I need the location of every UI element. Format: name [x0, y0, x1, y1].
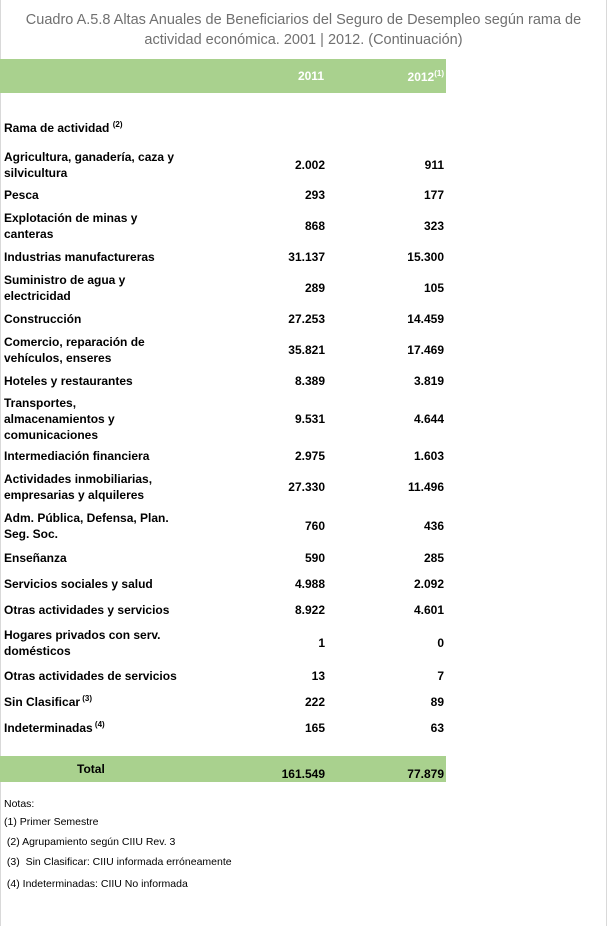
value-2012: 7 — [437, 669, 444, 683]
row-label — [4, 448, 189, 464]
value-2012: 1.603 — [413, 449, 444, 463]
value-2011: 2.002 — [294, 158, 325, 172]
row-label — [4, 311, 189, 327]
row-label-line: Intermediación financiera — [4, 449, 150, 463]
row-label-line: Industrias manufactureras — [4, 250, 155, 264]
row-label-line: Servicios sociales y salud — [4, 577, 153, 591]
row-label-line: Sin Clasificar $^{(3)}$ — [4, 694, 93, 709]
value-2012: 63 — [430, 721, 444, 735]
row-label — [4, 627, 189, 659]
header-2012 — [408, 69, 444, 84]
value-2011: 1 — [318, 636, 325, 650]
value-2011: 222 — [304, 695, 325, 709]
row-label-line: Comercio, reparación de — [4, 335, 145, 349]
row-label — [4, 149, 189, 181]
value-2012: 89 — [430, 695, 444, 709]
value-2012: 177 — [423, 188, 444, 202]
value-2012: 911 — [424, 158, 444, 172]
row-label — [4, 668, 189, 684]
row-label — [4, 187, 189, 203]
value-2012: 17.469 — [407, 343, 444, 357]
total-2011: 161.549 — [281, 767, 325, 781]
title-line-2: actividad económica. 2001 | 2012. (Continuación) — [144, 32, 463, 48]
value-2012: 0 — [437, 636, 444, 650]
row-label — [4, 373, 189, 389]
row-label-line: Indeterminadas $^{(4)}$ — [4, 720, 105, 735]
value-2011: 13 — [311, 669, 325, 683]
row-label-line: Suministro de agua y — [4, 273, 126, 287]
note-item: (4) Indeterminadas: CIIU No informada — [4, 878, 188, 890]
value-2011: 27.253 — [288, 312, 325, 326]
note-item: (1) Primer Semestre — [4, 816, 99, 828]
row-label-line: Pesca — [4, 188, 39, 202]
total-label: Total — [77, 762, 105, 776]
row-label — [4, 471, 189, 503]
row-label-line: almacenamientos y — [4, 412, 115, 426]
value-2012: 105 — [423, 281, 444, 295]
row-label-line: Explotación de minas y — [4, 211, 138, 225]
value-2011: 2.975 — [294, 449, 325, 463]
row-label-line: Seg. Soc. — [4, 527, 59, 541]
value-2011: 31.137 — [288, 250, 325, 264]
value-2012: 323 — [423, 219, 444, 233]
notes-heading: Notas: — [4, 798, 35, 810]
row-label — [4, 694, 189, 710]
value-2012: 15.300 — [407, 250, 444, 264]
value-2012: 11.496 — [407, 480, 444, 494]
row-label-line: Actividades inmobiliarias, — [4, 472, 153, 486]
note-item: (2) Agrupamiento según CIIU Rev. 3 — [4, 836, 176, 848]
row-label-line: Agricultura, ganadería, caza y — [4, 150, 175, 164]
header-2011: 2011 — [297, 69, 324, 83]
header-2012-label: 2012 — [407, 70, 435, 84]
row-label — [4, 602, 189, 618]
section-label-text: Rama de actividad — [4, 121, 110, 135]
value-2011: 35.821 — [288, 343, 325, 357]
row-label-line: Otras actividades y servicios — [4, 603, 170, 617]
row-label — [4, 334, 189, 366]
row-label — [4, 550, 189, 566]
row-label-line: empresarias y alquileres — [4, 488, 145, 502]
row-label-line: Hoteles y restaurantes — [4, 374, 133, 388]
section-label-footnote: (2) — [112, 120, 123, 129]
row-label-line: canteras — [4, 227, 54, 241]
row-label-line: Construcción — [4, 312, 82, 326]
value-2012: 436 — [423, 519, 444, 533]
value-2011: 760 — [304, 519, 325, 533]
value-2011: 289 — [304, 281, 325, 295]
value-2011: 27.330 — [288, 480, 325, 494]
value-2011: 4.988 — [294, 577, 325, 591]
row-label — [4, 395, 189, 443]
value-2012: 285 — [423, 551, 444, 565]
value-2011: 590 — [304, 551, 325, 565]
total-row — [0, 756, 446, 782]
value-2011: 9.531 — [294, 412, 325, 426]
row-label — [4, 210, 189, 242]
table-title — [0, 10, 607, 50]
value-2011: 165 — [304, 721, 325, 735]
row-label-line: comunicaciones — [4, 428, 99, 442]
row-label-line: Otras actividades de servicios — [4, 669, 177, 683]
section-label — [4, 121, 123, 135]
row-label-line: silvicultura — [4, 166, 68, 180]
row-label-line: Adm. Pública, Defensa, Plan. — [4, 511, 169, 525]
row-label — [4, 272, 189, 304]
row-label — [4, 249, 189, 265]
value-2012: 4.601 — [413, 603, 444, 617]
column-header-band — [0, 59, 446, 93]
header-2012-footnote: (1) — [434, 69, 444, 78]
value-2012: 2.092 — [413, 577, 444, 591]
left-border — [0, 0, 1, 926]
total-2012: 77.879 — [407, 767, 444, 781]
row-label-line: electricidad — [4, 289, 71, 303]
row-label-line: vehículos, enseres — [4, 351, 112, 365]
value-2011: 868 — [304, 219, 325, 233]
value-2012: 3.819 — [413, 374, 444, 388]
title-line-1: Cuadro A.5.8 Altas Anuales de Beneficiarios del Seguro de Desempleo según rama de — [25, 12, 582, 28]
row-label-line: domésticos — [4, 644, 71, 658]
row-footnote: (4) — [92, 720, 105, 729]
value-2011: 8.922 — [294, 603, 325, 617]
row-label — [4, 576, 189, 592]
row-label-line: Enseñanza — [4, 551, 67, 565]
value-2011: 8.389 — [294, 374, 325, 388]
row-label — [4, 720, 189, 736]
value-2011: 293 — [304, 188, 325, 202]
value-2012: 4.644 — [413, 412, 444, 426]
note-item: (3) Sin Clasificar: CIIU informada erróneamente — [4, 856, 232, 868]
row-label-line: Hogares privados con serv. — [4, 628, 161, 642]
row-label-line: Transportes, — [4, 396, 77, 410]
value-2012: 14.459 — [407, 312, 444, 326]
row-label — [4, 510, 189, 542]
row-footnote: (3) — [80, 694, 93, 703]
